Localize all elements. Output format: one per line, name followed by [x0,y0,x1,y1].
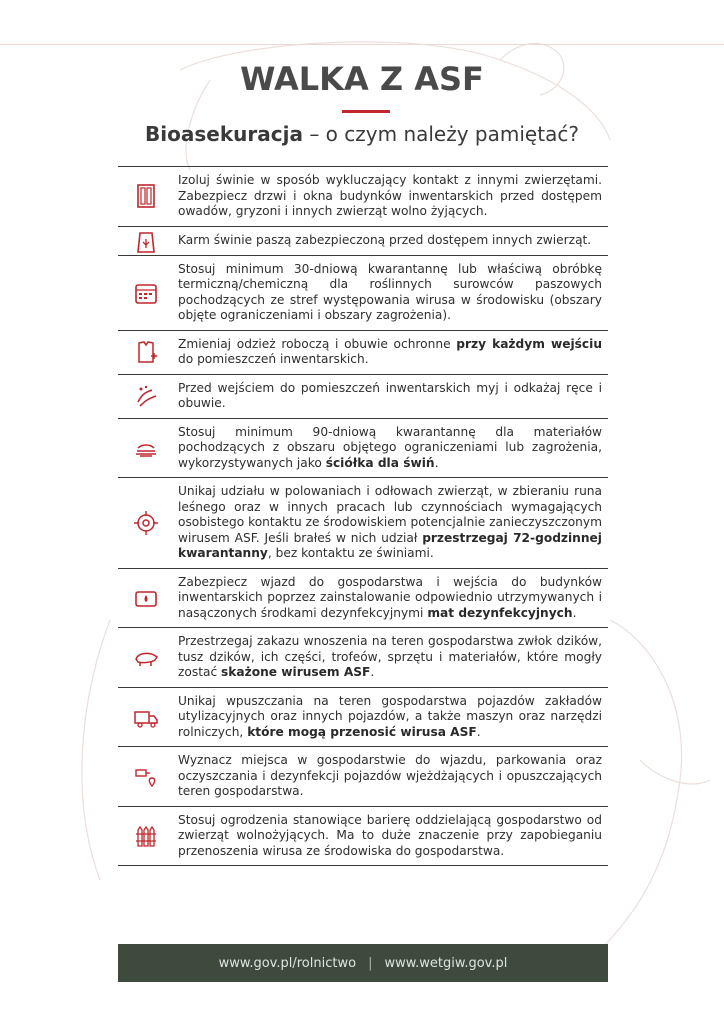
item-text-bold: skażone wirusem ASF [221,665,371,679]
item-text-bold: przy każdym wejściu [456,336,602,351]
item-text [174,331,608,374]
item-text-part: Przestrzegaj zakazu wnoszenia na teren gospodarstwa zwłok dzików, tusz dzików, ich części, trofeów, sprzętu i materiałów, które mogły zostać [178,634,602,679]
list-item [118,807,608,867]
list-item [118,569,608,629]
truck-icon [118,703,174,731]
item-text-part: Stosuj ogrodzenia stanowiące barierę oddzielającą gospodarstwo od zwierząt wolnożyjących. Ma to duże znaczenie przy zapobieganiu przenoszenia wirusa ze środowiska do gospodarstwa. [178,812,602,858]
item-text-bold: które mogą przenosić wirusa ASF [247,724,477,739]
item-text-part: . [572,605,577,620]
subtitle-rest: – o czym należy pamiętać? [302,122,579,146]
list-item [118,419,608,479]
item-text [174,419,608,478]
footer-separator: | [368,955,373,971]
straw-icon [118,434,174,462]
item-text-part: Stosuj minimum 90-dniową kwarantannę dla materiałów pochodzących z obszaru objętego ograniczeniami lub zagrożenia, wykorzystywanych jako [178,424,602,470]
list-item [118,227,608,256]
item-text-part: Unikaj wpuszczania na teren gospodarstwa pojazdów zakładów utylizacyjnych oraz innych pojazdów, a także maszyn oraz narzędzi rolniczych, [178,693,602,739]
item-text-part: Zabezpiecz wjazd do gospodarstwa i wejścia do budynków inwentarskich poprzez zainstalowanie odpowiednio utrzymywanych i nasączonych środkami dezynfekcyjnymi [178,574,602,620]
page-title: WALKA Z ASF [240,60,484,98]
list-item [118,331,608,375]
item-text [174,256,608,330]
footer-bar [118,944,608,982]
biosecurity-list [118,166,608,866]
item-text-part: Wyznacz miejsca w gospodarstwie do wjazdu, parkowania oraz oczyszczania i dezynfekcji pojazdów wjeżdżających i opuszczających teren gospodarstwa. [178,753,602,798]
item-text-part: Stosuj minimum 30-dniową kwarantannę lub właściwą obróbkę termiczną/chemiczną dla roślinnych surowców paszowych pochodzących ze stref występowania wirusa w środowisku (obszary objęte ograniczeniami i obszary zagrożenia). [178,261,602,322]
item-text-part: . [434,455,439,470]
fence-icon [118,822,174,850]
boar-icon [118,643,174,671]
item-text [174,807,608,866]
item-text-bold: mat dezynfekcyjnych [427,605,573,620]
item-text [174,688,608,747]
item-text-bold: ściółka dla świń [325,455,435,470]
item-text [174,747,608,806]
item-text [174,375,608,418]
footer-link-wetgiw[interactable]: www.wetgiw.gov.pl [384,955,508,971]
item-text [174,478,608,568]
item-text-part: . [476,724,481,739]
target-icon [118,509,174,537]
top-rule [0,44,724,45]
title-underline [342,110,390,113]
calendar-icon [118,279,174,307]
item-text [174,167,608,226]
list-item [118,688,608,748]
clothing-icon [118,338,174,366]
item-text-part: . [370,665,375,679]
door-icon [118,182,174,210]
item-text-part: Unikaj udziału w polowaniach i odłowach zwierząt, w zbieraniu runa leśnego oraz w innych pracach lub czynnościach wymagających osobistego kontaktu ze środowiskiem potencjalnie zanieczyszczonym wirusem ASF. Jeśli brałeś w nich udział [178,484,602,545]
list-item [118,167,608,227]
item-text-part: Izoluj świnie w sposób wykluczający kontakt z innymi zwierzętami. Zabezpiecz drzwi i okna budynków inwentarskich przed dostępem owadów, gryzoni i innych zwierząt wolno żyjących. [178,173,602,218]
item-text-part: Karm świnie paszą zabezpieczoną przed dostępem innych zwierząt. [178,232,592,247]
feed-bag-icon [118,227,174,255]
footer-link-rolnictwo[interactable]: www.gov.pl/rolnictwo [218,955,357,971]
item-text-part: Zmieniaj odzież roboczą i obuwie ochronne [178,336,457,351]
list-item [118,478,608,569]
item-text-part: , bez kontaktu ze świniami. [267,546,434,560]
list-item [118,628,608,688]
item-text [174,569,608,628]
item-text-part: Przed wejściem do pomieszczeń inwentarskich myj i odkażaj ręce i obuwie. [178,380,602,410]
list-item [118,375,608,419]
subtitle-bold: Bioasekuracja [145,122,303,146]
item-text [174,227,608,255]
item-text-bold: przestrzegaj 72-godzinnej kwarantanny [178,530,602,560]
disinfection-mat-icon [118,584,174,612]
page-subtitle [0,122,724,146]
item-text [174,628,608,687]
sprayer-location-icon [118,762,174,790]
list-item [118,747,608,807]
item-text-part: do pomieszczeń inwentarskich. [178,352,369,366]
list-item [118,256,608,331]
hand-wash-icon [118,382,174,410]
